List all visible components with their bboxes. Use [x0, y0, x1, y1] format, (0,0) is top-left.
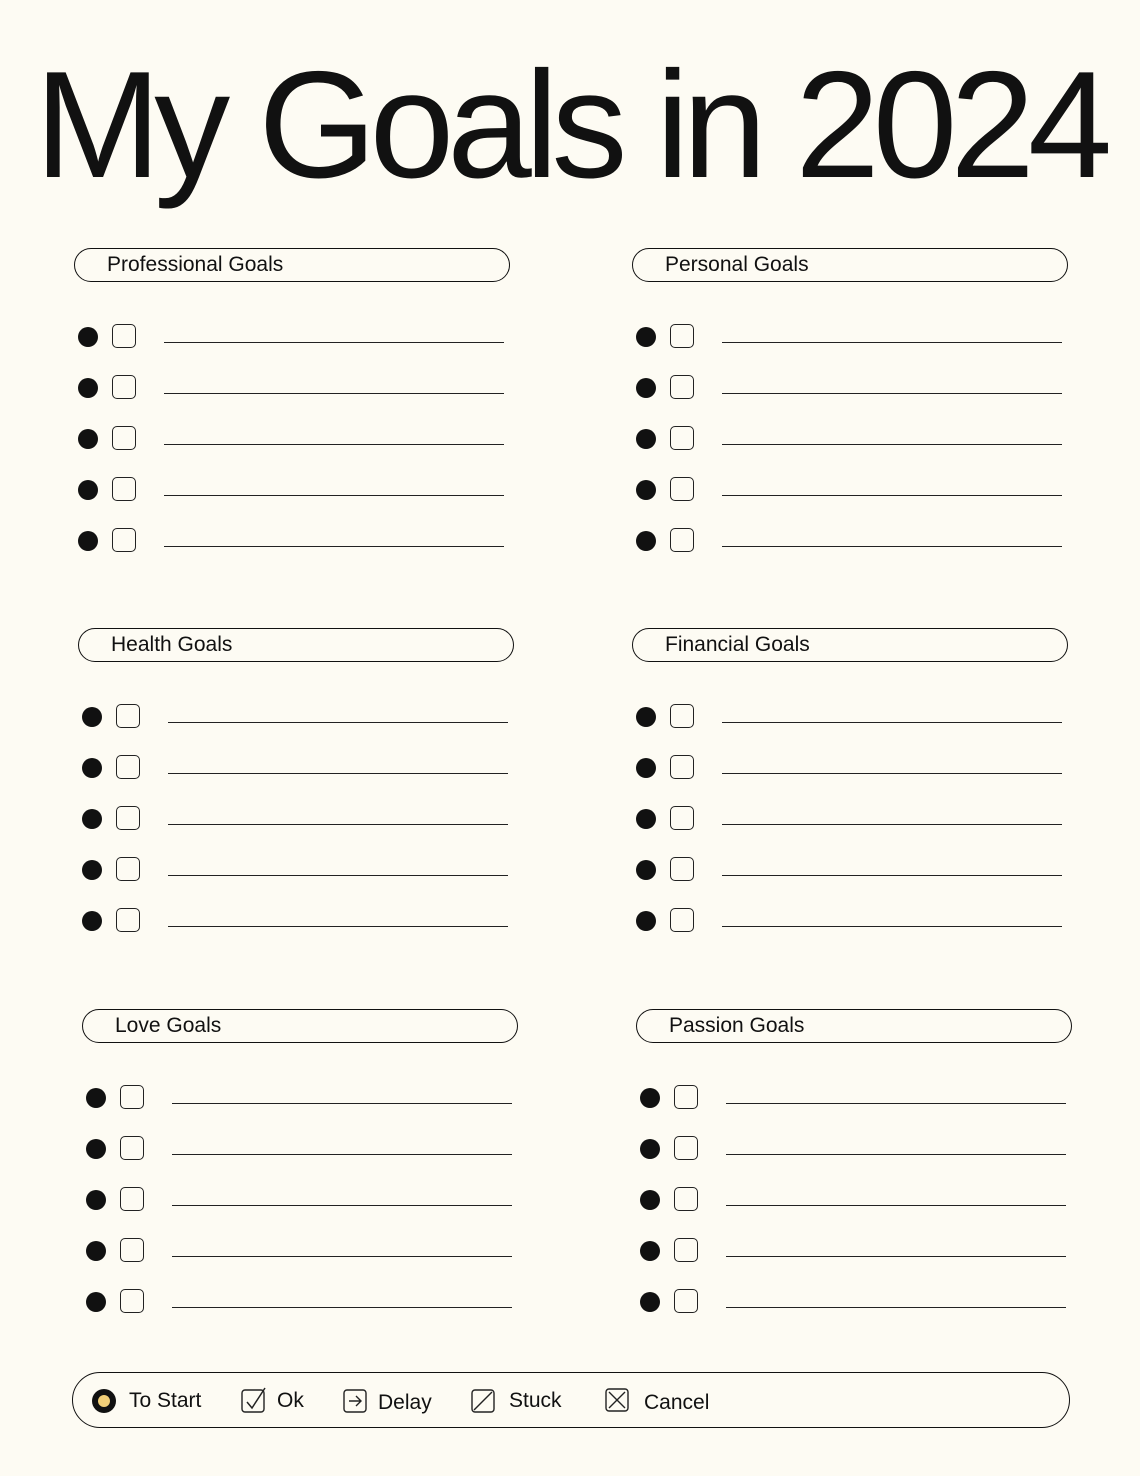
- goal-write-line[interactable]: [722, 444, 1062, 445]
- goal-checkbox[interactable]: [112, 375, 136, 399]
- bullet-icon: [86, 1241, 106, 1261]
- bullet-icon: [78, 327, 98, 347]
- goal-write-line[interactable]: [172, 1256, 512, 1257]
- bullet-icon: [86, 1190, 106, 1210]
- bullet-icon: [86, 1139, 106, 1159]
- goal-checkbox[interactable]: [120, 1136, 144, 1160]
- legend-label: Delay: [378, 1391, 432, 1414]
- section-header: Health Goals: [78, 628, 514, 662]
- goal-checkbox[interactable]: [116, 806, 140, 830]
- bullet-icon: [86, 1292, 106, 1312]
- bullet-icon: [86, 1088, 106, 1108]
- arrow-box-icon: [343, 1387, 369, 1415]
- goal-write-line[interactable]: [722, 824, 1062, 825]
- goal-checkbox[interactable]: [670, 528, 694, 552]
- bullet-icon: [636, 911, 656, 931]
- bullet-icon: [636, 480, 656, 500]
- section-header: Personal Goals: [632, 248, 1068, 282]
- goal-write-line[interactable]: [172, 1307, 512, 1308]
- goal-list: [632, 308, 1068, 563]
- legend-label: To Start: [129, 1389, 202, 1412]
- goal-row: [632, 841, 1068, 892]
- goal-row: [74, 359, 510, 410]
- goal-row: [632, 461, 1068, 512]
- bullet-icon: [640, 1139, 660, 1159]
- goal-row: [82, 1120, 518, 1171]
- goal-write-line[interactable]: [722, 546, 1062, 547]
- goal-write-line[interactable]: [726, 1103, 1066, 1104]
- goal-write-line[interactable]: [172, 1103, 512, 1104]
- goal-row: [82, 1069, 518, 1120]
- bullet-icon: [78, 378, 98, 398]
- goal-write-line[interactable]: [168, 722, 508, 723]
- goal-write-line[interactable]: [168, 926, 508, 927]
- goal-row: [78, 892, 514, 943]
- goal-checkbox[interactable]: [674, 1136, 698, 1160]
- goal-checkbox[interactable]: [116, 857, 140, 881]
- goal-checkbox[interactable]: [112, 324, 136, 348]
- goal-row: [74, 512, 510, 563]
- goal-checkbox[interactable]: [674, 1085, 698, 1109]
- goal-checkbox[interactable]: [112, 477, 136, 501]
- goal-checkbox[interactable]: [670, 908, 694, 932]
- goal-row: [74, 308, 510, 359]
- bullet-icon: [82, 911, 102, 931]
- bullet-icon: [636, 860, 656, 880]
- cross-box-icon: [605, 1386, 631, 1414]
- goal-write-line[interactable]: [168, 875, 508, 876]
- bullet-icon: [640, 1241, 660, 1261]
- goal-checkbox[interactable]: [670, 806, 694, 830]
- goal-checkbox[interactable]: [670, 857, 694, 881]
- goal-write-line[interactable]: [164, 444, 504, 445]
- goal-checkbox[interactable]: [670, 426, 694, 450]
- goal-row: [632, 410, 1068, 461]
- goal-write-line[interactable]: [172, 1154, 512, 1155]
- goal-checkbox[interactable]: [674, 1289, 698, 1313]
- checked-box-icon: [241, 1387, 267, 1415]
- goal-write-line[interactable]: [722, 393, 1062, 394]
- goal-list: [78, 688, 514, 943]
- section-header: Passion Goals: [636, 1009, 1072, 1043]
- bullet-icon: [82, 809, 102, 829]
- goal-row: [636, 1222, 1072, 1273]
- goal-row: [632, 512, 1068, 563]
- goal-write-line[interactable]: [722, 342, 1062, 343]
- goal-row: [636, 1120, 1072, 1171]
- goal-checkbox[interactable]: [116, 908, 140, 932]
- goal-checkbox[interactable]: [670, 324, 694, 348]
- section-header: Financial Goals: [632, 628, 1068, 662]
- goal-list: [632, 688, 1068, 943]
- bullet-icon: [82, 860, 102, 880]
- goal-checkbox[interactable]: [120, 1187, 144, 1211]
- bullet-icon: [636, 531, 656, 551]
- goal-row: [636, 1171, 1072, 1222]
- goal-write-line[interactable]: [164, 546, 504, 547]
- goal-row: [78, 739, 514, 790]
- bullet-icon: [640, 1190, 660, 1210]
- goal-list: [636, 1069, 1072, 1324]
- bullet-icon: [636, 327, 656, 347]
- section-header: Professional Goals: [74, 248, 510, 282]
- legend-label: Cancel: [644, 1391, 710, 1414]
- goal-checkbox[interactable]: [116, 704, 140, 728]
- bullet-icon: [640, 1292, 660, 1312]
- goal-write-line[interactable]: [722, 773, 1062, 774]
- goal-row: [632, 308, 1068, 359]
- goal-row: [636, 1273, 1072, 1324]
- goal-write-line[interactable]: [722, 926, 1062, 927]
- bullet-icon: [636, 707, 656, 727]
- goal-checkbox[interactable]: [120, 1238, 144, 1262]
- goal-write-line[interactable]: [726, 1154, 1066, 1155]
- goal-write-line[interactable]: [722, 495, 1062, 496]
- goal-row: [632, 688, 1068, 739]
- goal-checkbox[interactable]: [670, 755, 694, 779]
- goal-checkbox[interactable]: [670, 375, 694, 399]
- section-health-goals: [78, 628, 514, 943]
- goal-row: [78, 790, 514, 841]
- to-start-icon: [91, 1388, 117, 1414]
- goal-row: [82, 1171, 518, 1222]
- goal-checkbox[interactable]: [120, 1085, 144, 1109]
- goal-write-line[interactable]: [726, 1205, 1066, 1206]
- status-legend: [72, 1372, 1070, 1428]
- section-love-goals: [82, 1009, 518, 1324]
- goal-write-line[interactable]: [164, 393, 504, 394]
- goal-checkbox[interactable]: [112, 426, 136, 450]
- goal-write-line[interactable]: [168, 773, 508, 774]
- page-title: My Goals in 2024: [34, 40, 1106, 210]
- goal-row: [636, 1069, 1072, 1120]
- goal-write-line[interactable]: [172, 1205, 512, 1206]
- goal-checkbox[interactable]: [670, 477, 694, 501]
- goal-write-line[interactable]: [722, 875, 1062, 876]
- bullet-icon: [636, 758, 656, 778]
- goal-row: [74, 410, 510, 461]
- goal-list: [82, 1069, 518, 1324]
- legend-label: Stuck: [509, 1389, 562, 1412]
- bullet-icon: [636, 809, 656, 829]
- bullet-icon: [78, 531, 98, 551]
- goal-row: [632, 892, 1068, 943]
- section-header: Love Goals: [82, 1009, 518, 1043]
- section-professional-goals: [74, 248, 510, 563]
- goal-write-line[interactable]: [722, 722, 1062, 723]
- bullet-icon: [636, 378, 656, 398]
- section-passion-goals: [636, 1009, 1072, 1324]
- goal-write-line[interactable]: [168, 824, 508, 825]
- goal-checkbox[interactable]: [670, 704, 694, 728]
- bullet-icon: [82, 758, 102, 778]
- goal-checkbox[interactable]: [674, 1238, 698, 1262]
- goal-row: [82, 1222, 518, 1273]
- bullet-icon: [78, 429, 98, 449]
- goal-row: [632, 790, 1068, 841]
- goal-checkbox[interactable]: [112, 528, 136, 552]
- bullet-icon: [82, 707, 102, 727]
- section-personal-goals: [632, 248, 1068, 563]
- goal-row: [74, 461, 510, 512]
- section-financial-goals: [632, 628, 1068, 943]
- goal-row: [78, 688, 514, 739]
- goal-row: [632, 739, 1068, 790]
- bullet-icon: [78, 480, 98, 500]
- goal-write-line[interactable]: [164, 495, 504, 496]
- bullet-icon: [636, 429, 656, 449]
- goal-write-line[interactable]: [726, 1307, 1066, 1308]
- goal-checkbox[interactable]: [120, 1289, 144, 1313]
- goal-list: [74, 308, 510, 563]
- goal-write-line[interactable]: [164, 342, 504, 343]
- bullet-icon: [640, 1088, 660, 1108]
- goal-checkbox[interactable]: [116, 755, 140, 779]
- goal-row: [82, 1273, 518, 1324]
- goal-write-line[interactable]: [726, 1256, 1066, 1257]
- legend-label: Ok: [277, 1389, 304, 1412]
- slash-box-icon: [471, 1387, 497, 1415]
- goal-row: [78, 841, 514, 892]
- goal-row: [632, 359, 1068, 410]
- goal-checkbox[interactable]: [674, 1187, 698, 1211]
